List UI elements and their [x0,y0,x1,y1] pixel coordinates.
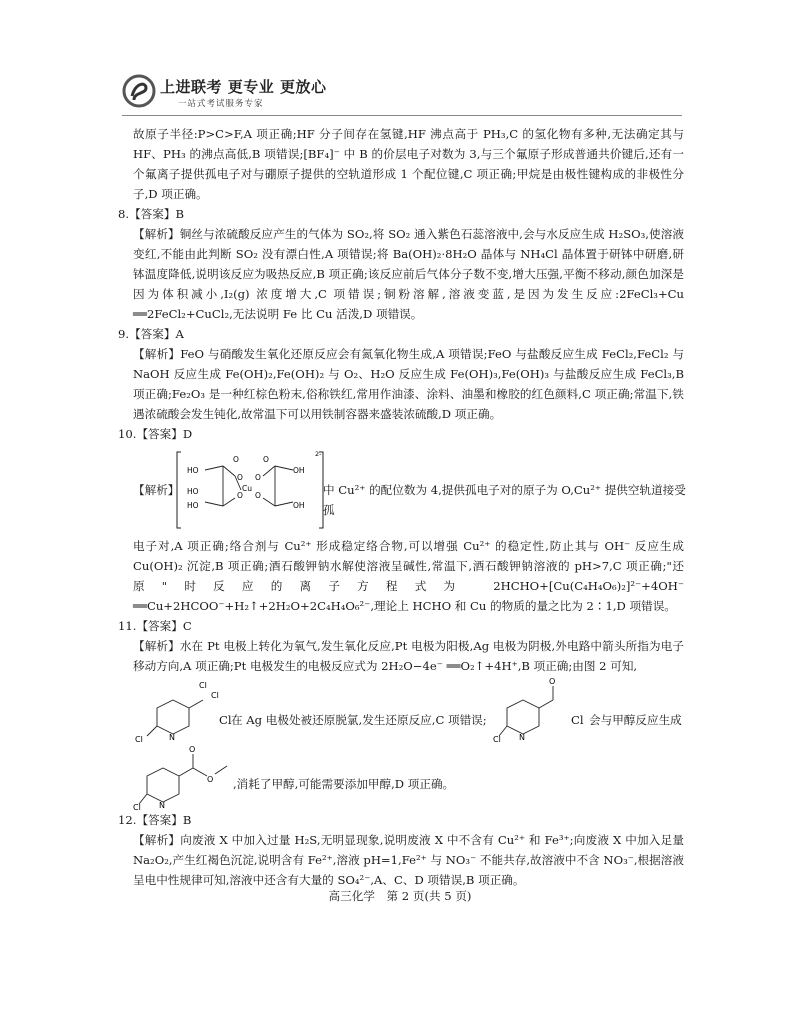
atom-oh-1: OH [293,466,305,475]
cl-label-7: Cl [133,803,141,810]
q10-analysis-after-structure: 中 Cu²⁺ 的配位数为 4,提供孤电子对的原子为 O,Cu²⁺ 提供空轨道接受孤 [323,483,686,517]
n-label-1: N [169,733,175,742]
q10-answer [118,424,684,444]
o-label-1: O [549,677,556,686]
trichloromethyl-chloropyridine-structure [133,676,223,744]
header-logo [122,70,327,120]
q11-mol1-text: 在 Ag 电极处被还原脱氯,发生还原反应,C 项错误; [231,713,487,727]
atom-ho-3: HO [187,501,199,510]
atom-o-6: O [263,455,269,464]
brand-logo-icon [122,74,156,108]
q10-answer-label: 【答案】D [136,427,193,441]
q12-analysis: 【解析】向废液 X 中加入过量 H₂S,无明显现象,说明废液 X 中不含有 Cu²⁺ 和 Fe³⁺;向废液 X 中加入足量 Na₂O₂,产生红褐色沉淀,说明含有 Fe²⁺,溶液 pH=1,Fe²⁺ 与 NO₃⁻ 不能共存,故溶液中不含 NO₃⁻,根据溶液呈电中性规律可知,溶液中还含有大量的 SO₄²⁻,A、C、D 项错误,B 项正确。 [133,833,684,887]
q12-number: 12. [118,813,137,827]
methyl-chloronicotinate-structure [133,744,233,810]
n-label-3: N [159,801,165,810]
solution-content [118,124,684,890]
atom-o-3: O [237,491,243,500]
header-divider [122,115,682,116]
cl-label-1: Cl [199,681,207,690]
q11-answer [118,616,684,636]
q9-analysis: 【解析】FeO 与硝酸发生氧化还原反应会有氮氧化物生成,A 项错误;FeO 与盐酸反应生成 FeCl₂,FeCl₂ 与 NaOH 反应生成 Fe(OH)₂,Fe(OH)₂ 与 O₂、H₂O 反应生成 Fe(OH)₃,Fe(OH)₃ 与盐酸反应生成 FeCl₃,B 项正确;Fe₂O₃ 是一种红棕色粉末,俗称铁红,常用作油漆、涂料、油墨和橡胶的红色颜料,C 项正确;常温下,铁遇浓硫酸会发生钝化,故常温下可以用铁制容器来盛装浓硫酸,D 项正确。 [133,347,684,421]
atom-cu: Cu [242,484,252,493]
brand-slogan: 一站式考试服务专家 [178,99,264,109]
atom-ho-1: HO [187,466,199,475]
q8-analysis: 【解析】铜丝与浓硫酸反应产生的气体为 SO₂,将 SO₂ 通入紫色石蕊溶液中,会与水反应生成 H₂SO₃,使溶液变红,不能由此判断 SO₂ 没有漂白性,A 项错误;将 Ba(OH)₂·8H₂O 晶体与 NH₄Cl 晶体置于研钵中研磨,研钵温度降低,说明该反应为吸热反应,B 项正确;该反应前后气体分子数不变,增大压强,平衡不移动,颜色加深是因为体积减小,I₂(g) 浓度增大,C 项错误;铜粉溶解,溶液变蓝,是因为发生反应:2FeCl₃+Cu ══2FeCl₂+CuCl₂,无法说明 Fe 比 Cu 活泼,D 项错误。 [133,227,684,321]
q11-number: 11. [118,619,137,633]
q12-answer [118,810,684,830]
q11-mol2-text: 会与甲醇反应生成 [589,713,682,727]
q11-molecule-row-2 [133,744,684,810]
atom-oh-2: OH [293,501,305,510]
q11-answer-label: 【答案】C [136,619,192,633]
q11-molecule-row-1 [133,676,684,744]
cl-label-2: Cl [211,691,219,700]
q9-answer-label: 【答案】A [129,327,184,341]
q10-analysis-label: 【解析】 [133,483,180,497]
cl-label-6: Cl [571,713,584,727]
q7-analysis-tail: 故原子半径:P>C>F,A 项正确;HF 分子间存在氢键,HF 沸点高于 PH₃,C 的氢化物有多种,无法确定其与 HF、PH₃ 的沸点高低,B 项错误;[BF₄]⁻ 中 B 的价层电子对数为 3,与三个氟原子形成普通共价键后,还有一个氟离子提供孤电子对与硼原子提供的空轨道形成 1 个配位键,C 项正确;甲烷是由极性键构成的非极性分子,D 项正确。 [133,127,684,201]
q11-analysis: 【解析】水在 Pt 电极上转化为氧气,发生氧化反应,Pt 电极为阳极,Ag 电极为阴极,外电路中箭头所指为电子移动方向,A 项正确;Pt 电极发生的电极反应式为 2H₂O−4e⁻ ══O₂↑+4H⁺,B 项正确;由图 2 可知, [133,639,684,673]
q8-answer [118,204,684,224]
o-label-2: O [189,745,196,754]
chloropyridine-acyl-chloride-structure [493,676,565,744]
atom-ho-2: HO [187,487,199,496]
atom-o-4: O [255,473,261,482]
copper-tartrate-complex-structure [175,446,325,532]
q12-answer-label: 【答案】B [136,813,192,827]
q9-answer [118,324,684,344]
q9-number: 9. [118,327,130,341]
q11-mol3-text: ,消耗了甲醇,可能需要添加甲醇,D 项正确。 [233,777,455,791]
atom-o-1: O [233,455,239,464]
n-label-2: N [519,733,525,742]
atom-o-2: O [237,473,243,482]
o-label-3: O [207,775,214,784]
brand-name: 上进联考 更专业 更放心 [160,78,327,96]
q10-number: 10. [118,427,137,441]
cl-label-5: Cl [493,735,501,744]
cl-label-3: Cl [135,735,143,744]
q8-number: 8. [118,207,130,221]
atom-o-5: O [255,491,261,500]
q10-structure-row [133,446,684,532]
cl-label-4: Cl [219,713,232,727]
charge-label: 2- [315,450,322,458]
q10-analysis-rest: 电子对,A 项正确;络合剂与 Cu²⁺ 形成稳定络合物,可以增强 Cu²⁺ 的稳定性,防止其与 OH⁻ 反应生成 Cu(OH)₂ 沉淀,B 项正确;酒石酸钾钠水解使溶液呈碱性,常温下,酒石酸钾钠溶液的 pH>7,C 项正确;"还原"时反应的离子方程式为 2HCHO+[Cu(C₄H₄O₆)₂]²⁻+4OH⁻ ══Cu+2HCOO⁻+H₂↑+2H₂O+2C₄H₄O₆²⁻,理论上 HCHO 和 Cu 的物质的量之比为 2∶1,D 项错误。 [133,539,684,613]
page-footer: 高三化学 第 2 页(共 5 页) [328,889,472,903]
q8-answer-label: 【答案】B [129,207,184,221]
